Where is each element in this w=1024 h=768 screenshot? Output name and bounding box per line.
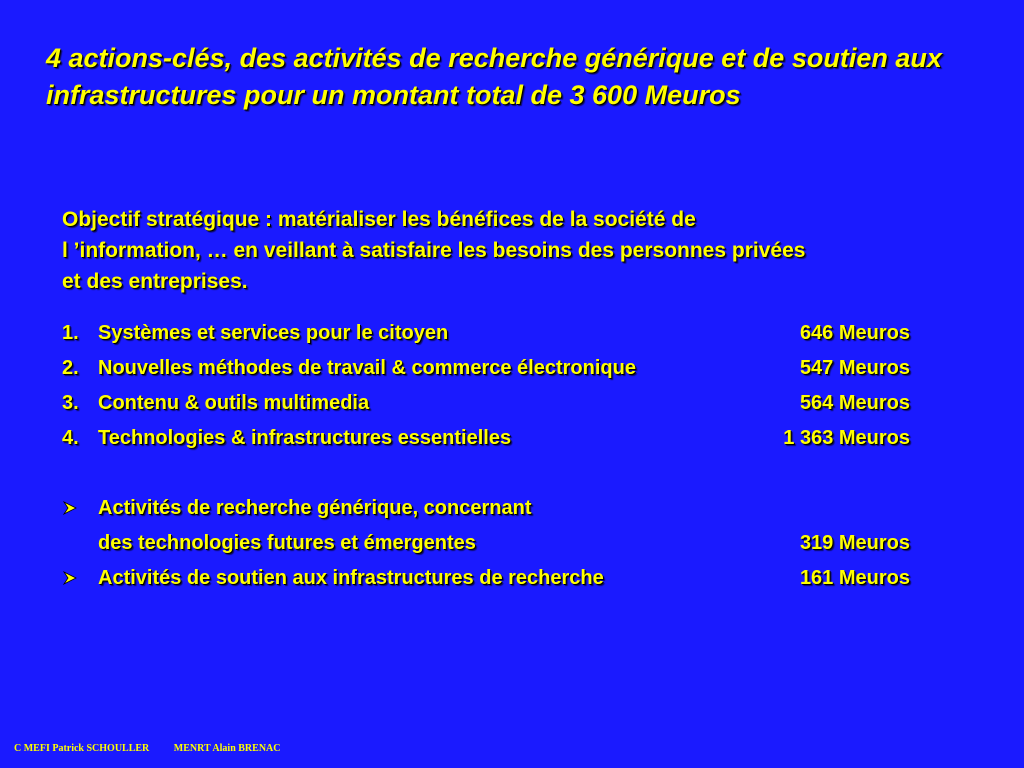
key-action-number: 4. [62, 427, 79, 449]
key-action-label: Contenu & outils multimedia [98, 392, 370, 414]
key-action-label: Technologies & infrastructures essentielles [98, 427, 512, 449]
arrow-bullet-icon [62, 564, 82, 592]
key-action-number: 2. [62, 357, 79, 379]
activity-amount: 161 Meuros [799, 567, 910, 589]
key-action-item [62, 387, 922, 422]
key-action-label: Systèmes et services pour le citoyen [98, 322, 449, 344]
key-action-number: 1. [62, 322, 79, 344]
activity-label-continued: des technologies futures et émergentes [98, 532, 476, 554]
key-action-amount: 1 363 Meuros [783, 427, 910, 449]
footer-credit-left: C MEFI Patrick SCHOULLER [14, 743, 150, 754]
footer-credits [14, 743, 281, 754]
footer-credit-right: MENRT Alain BRENAC [173, 743, 281, 754]
slide-title: 4 actions-clés, des activités de recherche générique et de soutien aux infrastructures pour un montant total de 3 600 Meuros [46, 43, 942, 110]
activities-list [62, 492, 922, 597]
key-action-number: 3. [62, 392, 79, 414]
key-action-amount: 646 Meuros [799, 322, 910, 344]
key-actions-list [62, 317, 922, 457]
activity-item-continued [62, 527, 922, 562]
objective-line-2: l ’information, … en veillant à satisfaire les besoins des personnes privées [62, 239, 806, 262]
key-action-amount: 547 Meuros [799, 357, 910, 379]
key-action-item [62, 317, 922, 352]
activity-item [62, 562, 922, 597]
arrow-bullet-icon [62, 494, 82, 522]
key-action-amount: 564 Meuros [799, 392, 910, 414]
activity-item [62, 492, 922, 527]
strategic-objective [62, 204, 992, 297]
objective-line-1: Objectif stratégique : matérialiser les bénéfices de la société de [62, 208, 696, 231]
key-action-item [62, 352, 922, 387]
activity-amount: 319 Meuros [799, 532, 910, 554]
objective-line-3: et des entreprises. [62, 270, 248, 293]
activity-label: Activités de recherche générique, concernant [98, 497, 532, 519]
key-action-item [62, 422, 922, 457]
key-action-label: Nouvelles méthodes de travail & commerce électronique [98, 357, 636, 379]
activity-label: Activités de soutien aux infrastructures de recherche [98, 567, 604, 589]
